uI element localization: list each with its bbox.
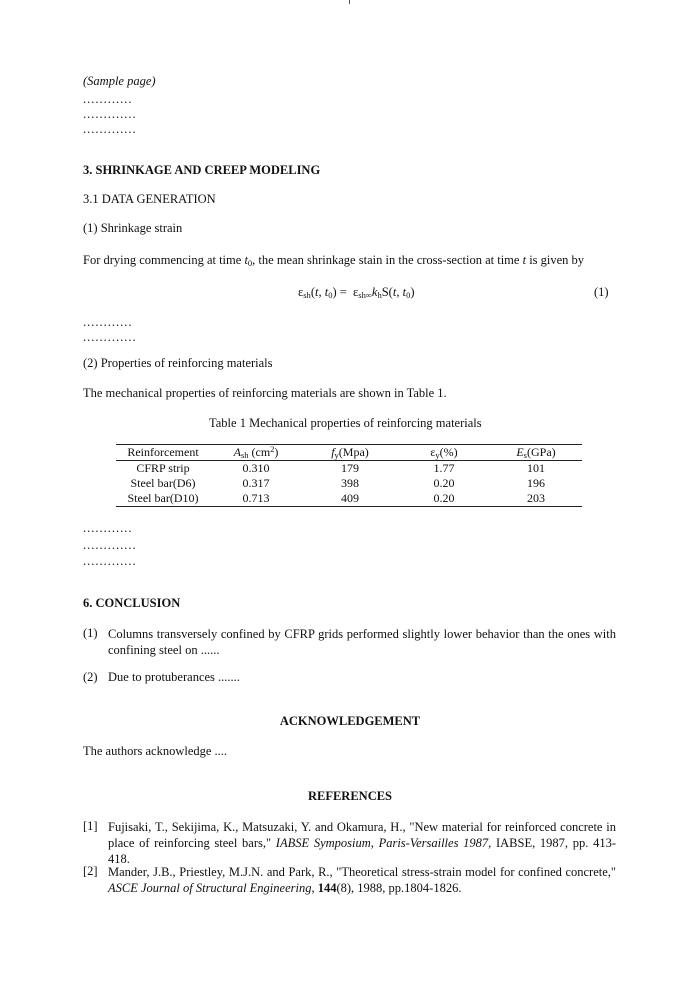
table-cell: 0.317 xyxy=(242,476,270,490)
table-cell: 101 xyxy=(527,461,545,475)
ellipsis-line: ............. xyxy=(83,107,137,121)
table-cell: CFRP strip xyxy=(136,461,190,475)
reference-text: Fujisaki, T., Sekijima, K., Matsuzaki, Y. and Okamura, H., "New material for reinforced concrete in place of reinforcing steel bars," xyxy=(108,820,616,850)
ellipsis-line: ............. xyxy=(83,330,137,344)
page-top-mark xyxy=(349,0,350,4)
ellipsis-line: ............ xyxy=(83,521,133,535)
reference-journal: ASCE Journal of Structural Engineering xyxy=(108,881,312,895)
section-3-heading: 3. SHRINKAGE AND CREEP MODELING xyxy=(83,163,321,177)
table-cell: 0.713 xyxy=(242,491,270,505)
reference-text: , IABSE, 1987, pp. 413-418. xyxy=(108,836,616,866)
var-sub: 0 xyxy=(247,258,253,268)
header-ash: $A_{sh}$ $(cm^2)$ xyxy=(233,444,279,460)
ellipsis-line: ............. xyxy=(83,122,137,136)
table-header-row xyxy=(116,445,582,461)
table-intro-paragraph: The mechanical properties of reinforcing materials are shown in Table 1. xyxy=(83,386,447,400)
header-es: $E_s(GPa)$ xyxy=(516,445,556,460)
properties-table xyxy=(116,444,582,507)
acknowledgement-text: The authors acknowledge .... xyxy=(83,744,228,758)
table-cell: 0.20 xyxy=(433,491,455,505)
ellipsis-line: ............. xyxy=(83,554,137,568)
table-caption: Table 1 Mechanical properties of reinforcing materials xyxy=(209,416,482,430)
conclusion-item-number: (1) xyxy=(83,626,98,640)
reference-text: Mander, J.B., Priestley, M.J.N. and Park, R., "Theoretical stress-strain model for confined concrete," xyxy=(108,865,616,879)
reference-text: (8), 1988, pp.1804-1826. xyxy=(336,881,462,895)
conclusion-item-number: (2) xyxy=(83,670,98,684)
table-cell: 1.77 xyxy=(433,461,455,475)
table-cell: 179 xyxy=(341,461,359,475)
table-cell: Steel bar(D6) xyxy=(130,476,196,490)
header-ey: $\varepsilon_y(\%)$ xyxy=(430,445,458,460)
reference-journal: IABSE Symposium, Paris-Versailles 1987 xyxy=(275,836,489,850)
ellipsis-line: ............ xyxy=(83,92,133,106)
acknowledgement-heading: ACKNOWLEDGEMENT xyxy=(279,714,421,728)
reference-number: [1] xyxy=(83,819,98,833)
conclusion-item-text: Columns transversely confined by CFRP grids performed slightly lower behavior than the ones with confining steel on ...... xyxy=(108,627,616,657)
para-text: , the mean shrinkage stain in the cross-section at time xyxy=(252,253,523,267)
shrinkage-strain-item: (1) Shrinkage strain xyxy=(83,221,183,235)
shrinkage-paragraph xyxy=(83,253,584,268)
table-cell: 196 xyxy=(527,476,545,490)
reference-number: [2] xyxy=(83,864,98,878)
table-cell: 398 xyxy=(341,476,359,490)
ellipsis-line: ............. xyxy=(83,538,137,552)
table-cell: Steel bar(D10) xyxy=(127,491,199,505)
para-text: For drying commencing at time xyxy=(83,253,245,267)
table-cell: 0.20 xyxy=(433,476,455,490)
reference-2: Mander, J.B., Priestley, M.J.N. and Park, R., "Theoretical stress-strain model for confined concrete," ASCE Journal of Structural Engineering, 144(8), 1988, pp.1804-1826. xyxy=(108,865,616,895)
reference-1 xyxy=(108,819,616,867)
references-heading: REFERENCES xyxy=(307,789,393,803)
table-row xyxy=(116,476,582,491)
equation-number: (1) xyxy=(594,285,609,299)
reinforcing-properties-item: (2) Properties of reinforcing materials xyxy=(83,356,273,370)
table-cell: 203 xyxy=(527,491,545,505)
subsection-3-1-heading: 3.1 DATA GENERATION xyxy=(83,192,216,206)
para-text: is given by xyxy=(526,253,585,267)
var-t: t xyxy=(244,253,248,267)
table-cell: 409 xyxy=(341,491,359,505)
reference-volume: 144 xyxy=(317,881,337,895)
equation-1: $\varepsilon_{sh}(t$, $t_0) = \varepsilon_{sh\infty}k_hS(t$, $t_0$) xyxy=(298,285,415,300)
header-fy: $f_y(Mpa)$ xyxy=(331,445,369,460)
sample-page-label: (Sample page) xyxy=(83,74,156,88)
table-row xyxy=(116,491,582,507)
conclusion-heading: 6. CONCLUSION xyxy=(83,596,181,610)
header-reinforcement: Reinforcement xyxy=(127,445,199,459)
table-cell: 0.310 xyxy=(242,461,270,475)
table-row xyxy=(116,461,582,477)
ellipsis-line: ............ xyxy=(83,315,133,329)
var-t: t xyxy=(522,253,527,267)
conclusion-item-text: Due to protuberances ....... xyxy=(108,670,240,684)
